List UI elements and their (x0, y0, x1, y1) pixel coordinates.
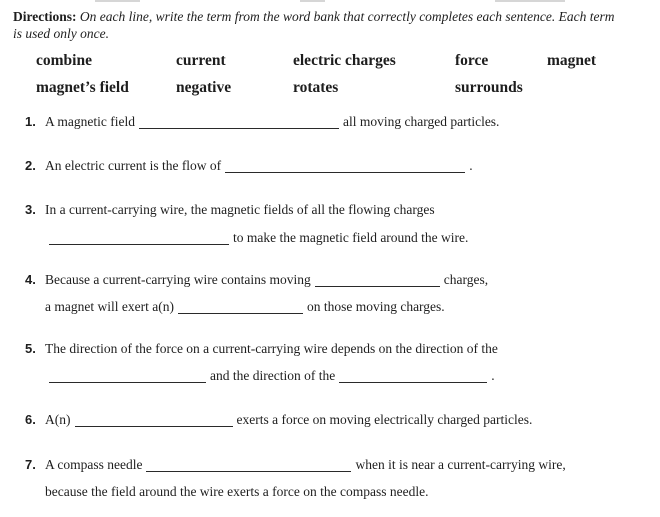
directions-label: Directions: (13, 9, 77, 24)
word-bank-term: surrounds (455, 79, 523, 96)
question-text: charges, (443, 272, 489, 287)
question-line (45, 483, 428, 501)
answer-blank[interactable] (49, 231, 229, 245)
question-number: 4. (25, 272, 36, 287)
scan-artifact (300, 0, 325, 2)
directions-text-line1: On each line, write the term from the word bank that correctly completes each sentence. Each term (79, 9, 615, 24)
scan-artifact (95, 0, 140, 2)
question-text: exerts a force on moving electrically charged particles. (236, 412, 533, 427)
word-bank-term: force (455, 52, 489, 69)
question-text: A compass needle (45, 457, 143, 472)
word-bank-term: magnet (547, 52, 597, 69)
answer-blank[interactable] (139, 115, 339, 129)
word-bank-term: negative (176, 79, 232, 96)
word-bank-term: current (176, 52, 226, 69)
question-line (45, 456, 566, 474)
question-text: The direction of the force on a current-carrying wire depends on the direction of the (45, 341, 498, 356)
question-line (45, 113, 499, 131)
question-text: because the field around the wire exerts a force on the compass needle. (45, 484, 429, 499)
question-number: 5. (25, 341, 36, 356)
question-line (45, 201, 435, 219)
question-text: A magnetic field (45, 114, 135, 129)
question-number: 3. (25, 202, 36, 217)
answer-blank[interactable] (178, 300, 303, 314)
answer-blank[interactable] (225, 159, 465, 173)
question-line (45, 157, 473, 175)
question-text: on those moving charges. (306, 299, 445, 314)
answer-blank[interactable] (315, 273, 440, 287)
answer-blank[interactable] (49, 369, 206, 383)
question-line (45, 411, 532, 429)
question-number: 6. (25, 412, 36, 427)
question-number: 2. (25, 158, 36, 173)
directions (13, 8, 655, 42)
answer-blank[interactable] (75, 413, 233, 427)
question-text: . (469, 158, 473, 173)
question-text: to make the magnetic field around the wire. (233, 230, 469, 245)
question-text: a magnet will exert a(n) (45, 299, 174, 314)
scan-artifact (495, 0, 565, 2)
question-text: when it is near a current-carrying wire, (355, 457, 566, 472)
question-text: In a current-carrying wire, the magnetic fields of all the flowing charges (45, 202, 435, 217)
question-line (45, 229, 468, 247)
question-text: Because a current-carrying wire contains moving (45, 272, 311, 287)
question-text: and the direction of the (210, 368, 336, 383)
question-line (45, 298, 445, 316)
word-bank-term: rotates (293, 79, 339, 96)
question-line (45, 340, 498, 358)
question-text: An electric current is the flow of (45, 158, 222, 173)
question-number: 7. (25, 457, 36, 472)
question-number: 1. (25, 114, 36, 129)
question-line (45, 271, 488, 289)
answer-blank[interactable] (339, 369, 487, 383)
word-bank-term: combine (36, 52, 92, 69)
directions-text-line2: is used only once. (13, 26, 109, 41)
question-line (45, 367, 495, 385)
answer-blank[interactable] (146, 458, 351, 472)
question-text: A(n) (45, 412, 71, 427)
word-bank-term: magnet’s field (36, 79, 129, 96)
word-bank-term: electric charges (293, 52, 396, 69)
question-text: all moving charged particles. (342, 114, 500, 129)
question-text: . (491, 368, 495, 383)
